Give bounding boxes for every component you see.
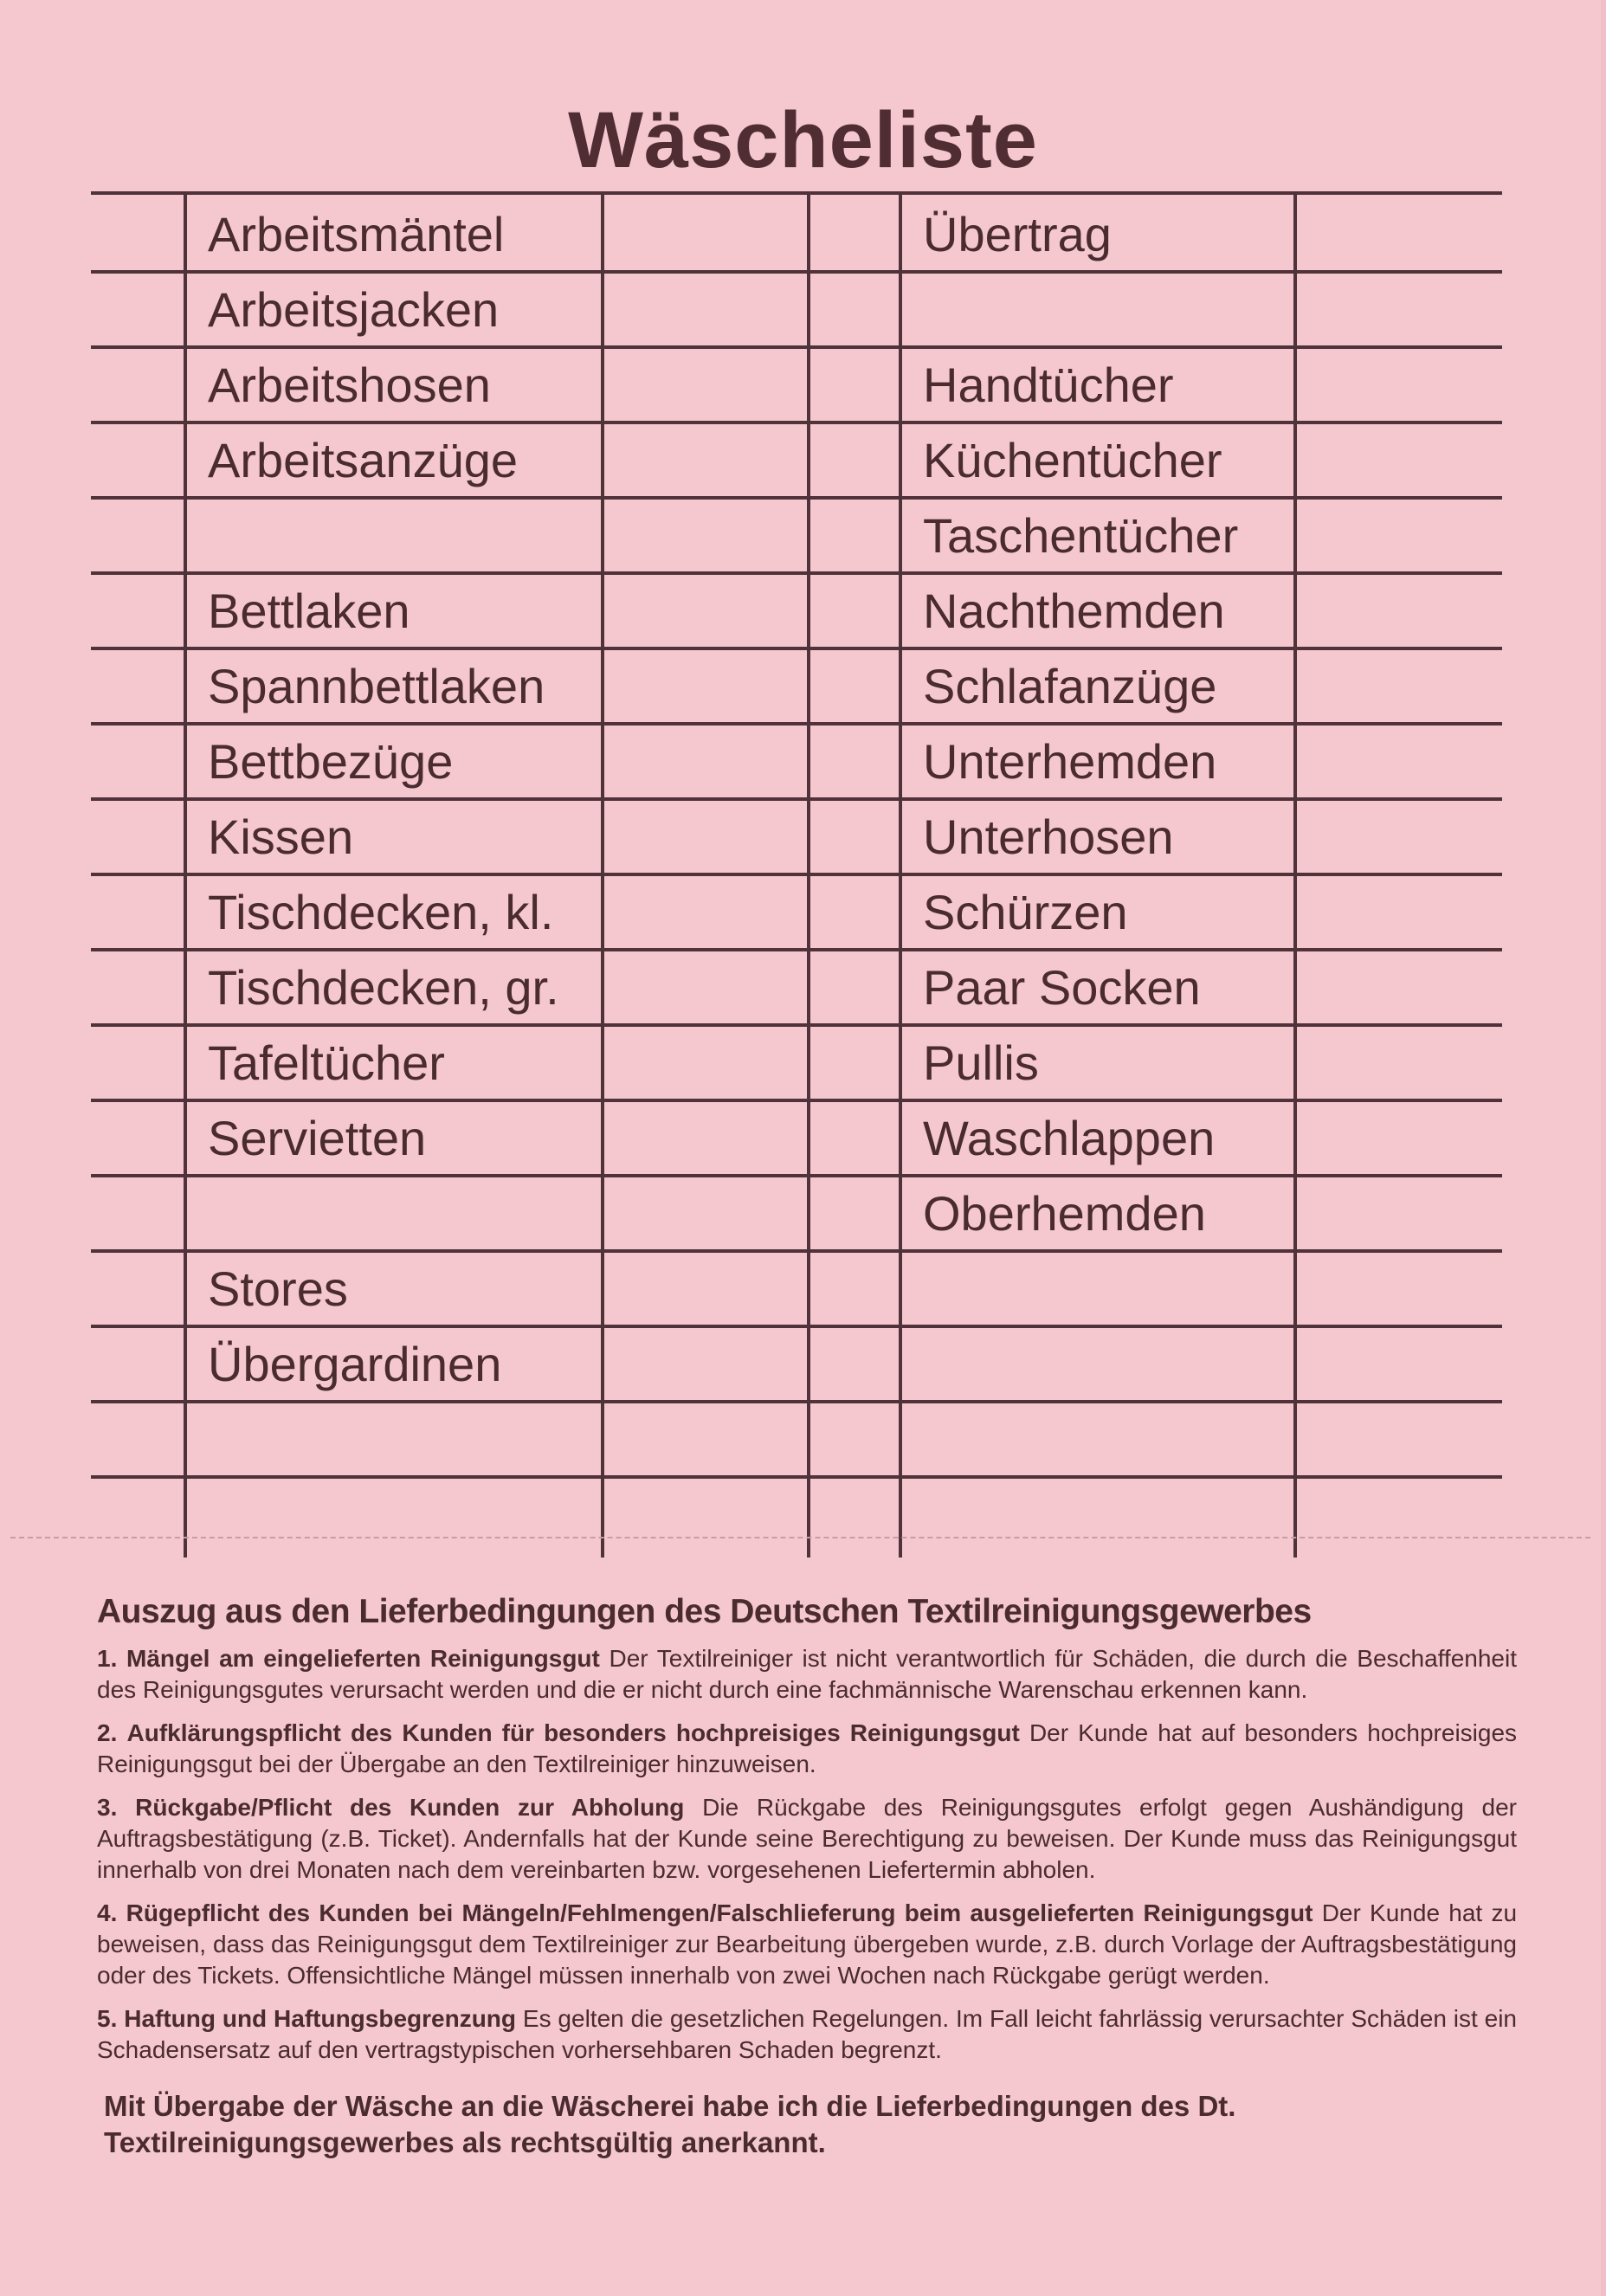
table-row-rule bbox=[91, 873, 1502, 876]
table-column-rule bbox=[601, 195, 604, 1558]
table-row-rule bbox=[91, 1325, 1502, 1328]
list-item-right: Paar Socken bbox=[923, 960, 1201, 1015]
clause-heading: Rügepflicht des Kunden bei Mängeln/Fehlmengen/Falschlieferung beim ausgelieferten Reinigungsgut bbox=[126, 1899, 1313, 1926]
terms-heading: Auszug aus den Lieferbedingungen des Deutschen Textilreinigungsgewerbes bbox=[97, 1593, 1312, 1630]
table-column-rule bbox=[807, 195, 810, 1558]
terms-clause bbox=[97, 1898, 1517, 1991]
list-item-left: Tischdecken, kl. bbox=[208, 885, 554, 939]
perforation-line bbox=[10, 1537, 1590, 1538]
list-item-right: Schürzen bbox=[923, 885, 1128, 939]
table-row-rule bbox=[91, 421, 1502, 424]
terms-clause bbox=[97, 2003, 1517, 2066]
table-row-rule bbox=[91, 722, 1502, 726]
page-title: Wäscheliste bbox=[568, 96, 1038, 184]
list-item-right: Handtücher bbox=[923, 358, 1174, 412]
table-row-rule bbox=[91, 1400, 1502, 1403]
list-item-right: Pullis bbox=[923, 1035, 1039, 1090]
list-item-right: Taschentücher bbox=[923, 508, 1239, 563]
list-item-left: Tafeltücher bbox=[208, 1035, 445, 1090]
clause-heading: Haftung und Haftungsbegrenzung bbox=[124, 2005, 517, 2032]
table-row-rule bbox=[91, 1249, 1502, 1253]
clause-number: 5. bbox=[97, 2005, 118, 2032]
table-top-rule bbox=[91, 191, 1502, 195]
list-item-left: Arbeitsmäntel bbox=[208, 207, 505, 261]
list-item-left: Bettlaken bbox=[208, 584, 410, 638]
list-item-left: Arbeitsjacken bbox=[208, 282, 500, 337]
table-column-rule bbox=[184, 195, 187, 1558]
list-item-left: Arbeitshosen bbox=[208, 358, 491, 412]
clause-number: 2. bbox=[97, 1719, 118, 1746]
clause-text: Der Textilreiniger ist nicht verantwortlich für Schäden, die durch die Beschaffenheit des Reinigungsgutes verursacht werden und die er nicht durch eine fachmännische Warenschau erkennen kann. bbox=[97, 1645, 1518, 1703]
table-row-rule bbox=[91, 948, 1502, 951]
clause-text: Der Kunde hat zu beweisen, dass das Reinigungsgut dem Textilreiniger zur Bearbeitung übergeben wurde, z.B. durch Vorlage der Auftragsbestätigung oder des Tickets. Offensichtliche Mängel müssen innerhalb von zwei Wochen nach Rückgabe gerügt werden. bbox=[97, 1899, 1518, 1989]
terms-section bbox=[97, 1593, 1517, 2161]
clause-text: Der Kunde hat auf besonders hochpreisiges Reinigungsgut bei der Übergabe an den Textilreiniger hinzuweisen. bbox=[97, 1719, 1518, 1777]
table-row-rule bbox=[91, 1174, 1502, 1177]
table-row-rule bbox=[91, 797, 1502, 801]
list-item-right: Waschlappen bbox=[923, 1111, 1216, 1165]
table-row-rule bbox=[91, 270, 1502, 274]
list-item-right: Übertrag bbox=[923, 207, 1112, 261]
clause-heading: Aufklärungspflicht des Kunden für besonders hochpreisiges Reinigungsgut bbox=[126, 1719, 1020, 1746]
list-item-left: Spannbettlaken bbox=[208, 659, 545, 713]
table-column-rule bbox=[1293, 195, 1297, 1558]
list-item-right: Schlafanzüge bbox=[923, 659, 1217, 713]
list-item-left: Arbeitsanzüge bbox=[208, 433, 519, 487]
table-row-rule bbox=[91, 1023, 1502, 1027]
list-item-left: Bettbezüge bbox=[208, 734, 454, 789]
clause-heading: Mängel am eingelieferten Reinigungsgut bbox=[126, 1645, 600, 1672]
list-item-left: Übergardinen bbox=[208, 1337, 502, 1391]
table-row-rule bbox=[91, 496, 1502, 500]
clause-number: 1. bbox=[97, 1645, 118, 1672]
terms-clause bbox=[97, 1792, 1517, 1886]
list-item-left: Tischdecken, gr. bbox=[208, 960, 559, 1015]
list-item-right: Küchentücher bbox=[923, 433, 1222, 487]
list-item-left: Servietten bbox=[208, 1111, 427, 1165]
clause-number: 4. bbox=[97, 1899, 118, 1926]
table-row-rule bbox=[91, 1099, 1502, 1102]
table-row-rule bbox=[91, 1475, 1502, 1479]
list-item-right: Unterhosen bbox=[923, 809, 1174, 864]
table-row-rule bbox=[91, 647, 1502, 650]
clause-heading: Rückgabe/Pflicht des Kunden zur Abholung bbox=[135, 1794, 685, 1821]
list-item-right: Nachthemden bbox=[923, 584, 1225, 638]
terms-clause bbox=[97, 1643, 1517, 1706]
list-item-left: Kissen bbox=[208, 809, 354, 864]
list-item-left: Stores bbox=[208, 1261, 348, 1316]
terms-clauses bbox=[97, 1643, 1517, 2066]
table-row-rule bbox=[91, 345, 1502, 349]
list-item-right: Oberhemden bbox=[923, 1186, 1206, 1241]
table-row-rule bbox=[91, 571, 1502, 575]
clause-text: Die Rückgabe des Reinigungsgutes erfolgt gegen Aushändigung der Auftragsbestätigung (z.B. Ticket). Andernfalls hat der Kunde seine Berechtigung zu beweisen. Der Kunde muss das Reinigungsgut innerhalb von drei Monaten nach dem vereinbarten bzw. vorgesehenen Liefertermin abholen. bbox=[97, 1794, 1517, 1883]
table-column-rule bbox=[899, 195, 902, 1558]
terms-clause bbox=[97, 1718, 1517, 1780]
clause-text: Es gelten die gesetzlichen Regelungen. Im Fall leicht fahrlässig verursachter Schäden ist ein Schadensersatz auf den vertragstypischen vorhersehbaren Schaden begrenzt. bbox=[97, 2005, 1518, 2063]
clause-number: 3. bbox=[97, 1794, 118, 1821]
terms-closing: Mit Übergabe der Wäsche an die Wäscherei habe ich die Lieferbedingungen des Dt. Textilreinigungsgewerbes als rechtsgültig anerkannt. bbox=[104, 2090, 1236, 2158]
list-item-right: Unterhemden bbox=[923, 734, 1217, 789]
